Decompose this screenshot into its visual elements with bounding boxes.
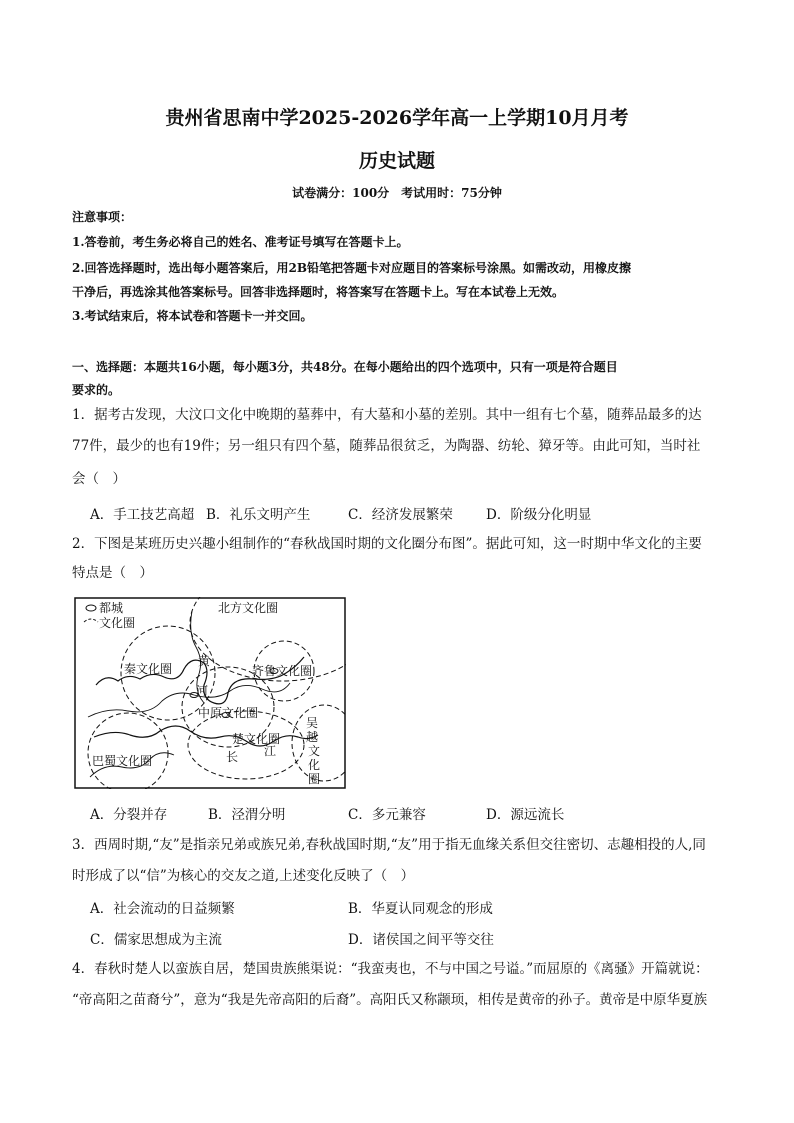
label-wuyue-char: 越 <box>306 730 319 744</box>
exam-info: 试卷满分：100分 考试用时：75分钟 <box>292 186 502 200</box>
label-huang: 黄 <box>198 654 211 668</box>
label-he: 河 <box>196 684 209 698</box>
question-3-option-d[interactable]: D．诸侯国之间平等交往 <box>348 932 494 948</box>
question-2-option-a[interactable]: A．分裂并存 <box>90 807 168 823</box>
question-3-line-1: 3．西周时期,“友”是指亲兄弟或族兄弟,春秋战国时期,“友”用于指无血缘关系但交往密切、志趣相投的人,同 <box>72 837 706 853</box>
question-2-option-c[interactable]: C．多元兼容 <box>348 807 426 823</box>
question-3-option-a[interactable]: A．社会流动的日益频繁 <box>90 901 235 917</box>
label-qin: 秦文化圈 <box>124 662 173 676</box>
legend-culture-circle: 文化圈 <box>99 616 136 630</box>
question-3-option-b[interactable]: B．华夏认同观念的形成 <box>348 901 493 917</box>
subject-title: 历史试题 <box>358 150 435 172</box>
question-3-line-2: 时形成了以“信”为核心的交友之道,上述变化反映了（ ） <box>72 868 415 884</box>
label-qilu: 齐鲁文化圈 <box>252 664 313 678</box>
section-1-heading-cont: 要求的。 <box>72 383 121 397</box>
notice-item-2-line-2: 干净后，再选涂其他答案标号。回答非选择题时，将答案写在答题卡上。写在本试卷上无效。 <box>72 285 565 299</box>
label-bashu: 巴蜀文化圈 <box>92 754 153 768</box>
label-wuyue-char: 化 <box>308 758 321 772</box>
label-wuyue-char: 文 <box>308 744 321 758</box>
question-2-line-2: 特点是（ ） <box>72 565 153 581</box>
notice-item-3: 3.考试结束后，将本试卷和答题卡一并交回。 <box>72 309 313 323</box>
notice-heading: 注意事项： <box>72 210 133 224</box>
label-chu: 楚文化圈 <box>232 732 281 746</box>
question-3-option-c[interactable]: C．儒家思想成为主流 <box>90 932 222 948</box>
question-1-option-a[interactable]: A．手工技艺高超 <box>90 507 195 523</box>
question-2-line-1: 2．下图是某班历史兴趣小组制作的“春秋战国时期的文化圈分布图”。据此可知，这一时期中华文化的主要 <box>72 536 702 552</box>
question-4-line-2: “帝高阳之苗裔兮”，意为“我是先帝高阳的后裔”。高阳氏又称颛顼，相传是黄帝的孙子。黄帝是中原华夏族 <box>72 992 708 1008</box>
question-1-line-2: 77件，最少的也有19件；另一组只有四个墓，随葬品很贫乏，为陶器、纺轮、獐牙等。由此可知，当时社 <box>72 438 701 454</box>
legend-capital: 都城 <box>99 601 124 615</box>
section-1-heading: 一、选择题：本题共16小题，每小题3分，共48分。在每小题给出的四个选项中，只有一项是符合题目 <box>72 360 618 374</box>
label-wuyue-char: 圈 <box>308 772 321 786</box>
label-jiang: 江 <box>264 744 277 758</box>
culture-circle-map <box>74 597 346 789</box>
label-zhongyuan: 中原文化圈 <box>198 706 259 720</box>
question-1-option-d[interactable]: D．阶级分化明显 <box>486 507 592 523</box>
question-1-line-3: 会（ ） <box>72 471 126 487</box>
label-north: 北方文化圈 <box>218 601 279 615</box>
question-2-option-b[interactable]: B．泾渭分明 <box>208 807 286 823</box>
question-2-option-d[interactable]: D．源远流长 <box>486 807 565 823</box>
notice-item-2-line-1: 2.回答选择题时，选出每小题答案后，用2B铅笔把答题卡对应题目的答案标号涂黑。如需改动，用橡皮擦 <box>72 261 632 275</box>
question-1-line-1: 1．据考古发现，大汶口文化中晚期的墓葬中，有大墓和小墓的差别。其中一组有七个墓，随葬品最多的达 <box>72 407 702 423</box>
label-chang: 长 <box>226 750 239 764</box>
notice-item-1: 1.答卷前，考生务必将自己的姓名、准考证号填写在答题卡上。 <box>72 235 409 249</box>
question-4-line-1: 4．春秋时楚人以蛮族自居，楚国贵族熊渠说：“我蛮夷也，不与中国之号谥。”而屈原的《离骚》开篇就说： <box>72 961 709 977</box>
question-1-option-c[interactable]: C．经济发展繁荣 <box>348 507 453 523</box>
question-1-option-b[interactable]: B．礼乐文明产生 <box>206 507 311 523</box>
exam-title: 贵州省思南中学2025-2026学年高一上学期10月月考 <box>165 107 629 129</box>
label-wuyue-char: 吴 <box>306 716 319 730</box>
